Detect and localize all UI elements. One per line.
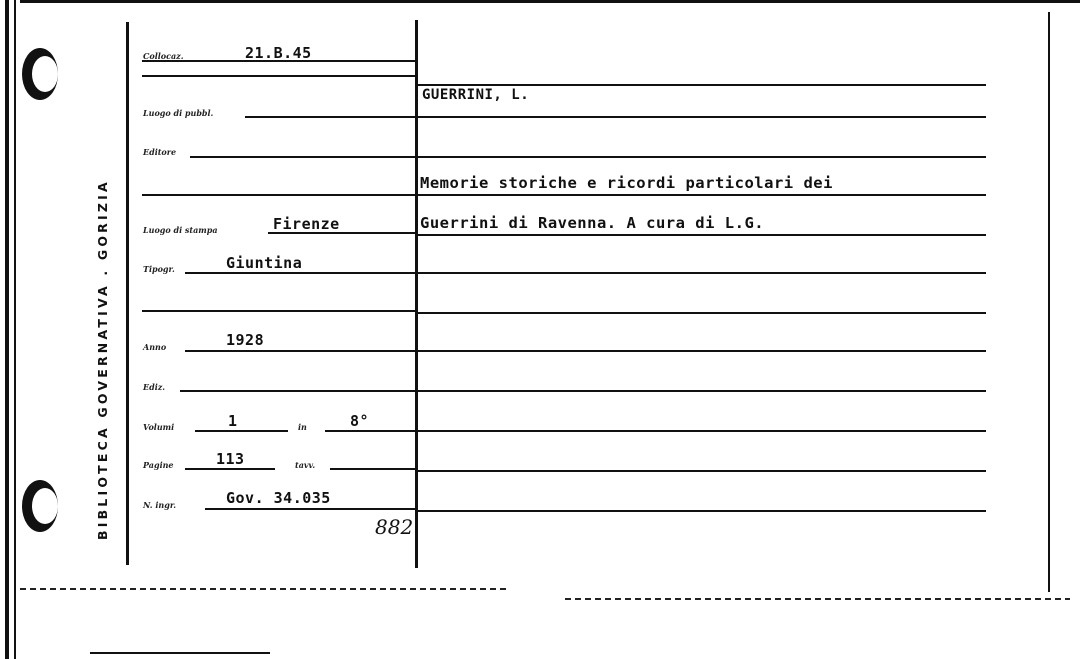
library-name: BIBLIOTECA GOVERNATIVA . GORIZIA <box>95 179 110 540</box>
value-tipografia: Giuntina <box>226 254 303 272</box>
rule <box>418 194 986 196</box>
rule <box>418 390 986 392</box>
card-right-edge <box>1048 12 1050 592</box>
label-pagine: Pagine <box>143 460 174 470</box>
rule <box>142 75 415 77</box>
middle-column-rule <box>415 20 418 568</box>
value-formato: 8° <box>350 412 370 430</box>
author-heading: GUERRINI, L. <box>422 87 530 103</box>
rule <box>180 390 415 392</box>
title-line-2: Guerrini di Ravenna. A cura di L.G. <box>420 214 765 232</box>
title-line-1: Memorie storiche e ricordi particolari dei <box>420 174 833 192</box>
label-luogo-pubblicazione: Luogo di pubbl. <box>143 108 214 118</box>
label-tavole: tavv. <box>295 460 316 470</box>
bottom-edge-left <box>20 588 510 590</box>
rule <box>185 468 275 470</box>
rule <box>418 84 986 86</box>
rule <box>185 272 415 274</box>
label-anno: Anno <box>143 342 167 352</box>
rule <box>418 156 986 158</box>
rule <box>418 510 986 512</box>
library-stamp-top <box>22 48 58 100</box>
rule <box>142 310 415 312</box>
label-luogo-stampa: Luogo di stampa <box>143 225 218 235</box>
value-luogo-stampa: Firenze <box>273 215 340 233</box>
rule <box>418 350 986 352</box>
label-in: in <box>298 422 307 432</box>
value-anno: 1928 <box>226 331 265 349</box>
label-edizione: Ediz. <box>143 382 166 392</box>
rule <box>418 430 986 432</box>
card-left-edge-inner <box>14 0 16 659</box>
rule <box>190 156 415 158</box>
bottom-strip-line <box>90 652 270 654</box>
rule <box>205 508 415 510</box>
label-numero-ingresso: N. ingr. <box>143 500 177 510</box>
rule <box>418 312 986 314</box>
handwritten-number: 882 <box>375 515 414 539</box>
rule <box>418 234 986 236</box>
rule <box>330 468 415 470</box>
label-editore: Editore <box>143 147 177 157</box>
card-left-edge <box>5 0 9 659</box>
rule <box>245 116 415 118</box>
rule <box>418 470 986 472</box>
value-collocazione: 21.B.45 <box>245 44 312 62</box>
card-top-edge <box>20 0 1080 3</box>
rule <box>195 430 288 432</box>
library-stamp-bottom <box>22 480 58 532</box>
rule <box>142 194 415 196</box>
rule <box>418 116 986 118</box>
rule <box>325 430 415 432</box>
value-volumi: 1 <box>228 412 238 430</box>
label-tipografia: Tipogr. <box>143 264 175 274</box>
value-numero-ingresso: Gov. 34.035 <box>226 489 331 507</box>
label-collocazione: Collocaz. <box>143 51 184 61</box>
bottom-edge-right <box>565 598 1070 600</box>
label-volumi: Volumi <box>143 422 175 432</box>
left-column-rule <box>126 22 129 565</box>
rule <box>418 272 986 274</box>
rule <box>185 350 415 352</box>
value-pagine: 113 <box>216 450 245 468</box>
